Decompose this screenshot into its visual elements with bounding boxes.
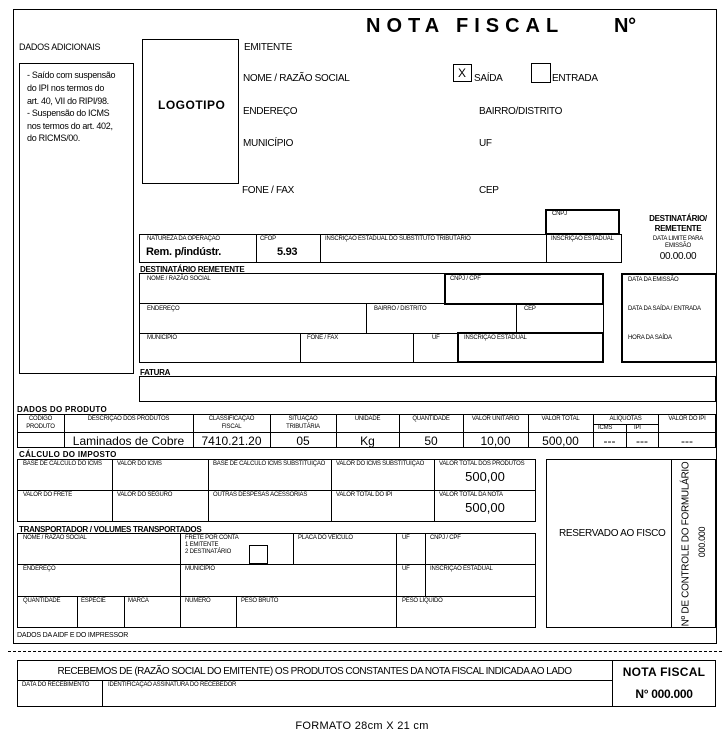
emitente-label: EMITENTE bbox=[244, 42, 293, 53]
base-icms-label: BASE DE CÁLCULO DO ICMS bbox=[23, 461, 102, 467]
fatura-label: FATURA bbox=[140, 368, 171, 377]
frete-por-conta-box[interactable] bbox=[249, 545, 268, 564]
saida-check-mark: X bbox=[458, 66, 466, 80]
col-icms: ICMS bbox=[598, 425, 613, 431]
transp-ie-label: INSCRIÇÃO ESTADUAL bbox=[430, 566, 493, 572]
transportador-box bbox=[17, 533, 536, 628]
emitente-fone-label: FONE / FAX bbox=[242, 185, 295, 196]
datas-box bbox=[621, 273, 717, 363]
dados-adicionais-line: - Saído com suspensão bbox=[27, 70, 116, 80]
row-valor-total: 500,00 bbox=[542, 434, 579, 448]
valor-subst-label: VALOR DO ICMS SUBSTITUIÇÃO bbox=[336, 461, 425, 467]
controle-formulario-value: 000.000 bbox=[697, 526, 707, 558]
col-situacao-2: TRIBUTÁRIA bbox=[286, 424, 320, 430]
produtos-label: DADOS DO PRODUTO bbox=[17, 405, 107, 414]
peso-bruto-label: PESO BRUTO bbox=[241, 598, 279, 604]
frete-emitente-label: 1 EMITENTE bbox=[185, 542, 219, 548]
fatura-box bbox=[139, 376, 716, 402]
dados-adicionais-line: do RICMS/00. bbox=[27, 133, 80, 143]
emitente-endereco-label: ENDEREÇO bbox=[243, 106, 298, 117]
emitente-uf-label: UF bbox=[479, 138, 492, 149]
outras-despesas-label: OUTRAS DESPESAS ACESSÓRIAS bbox=[213, 492, 308, 498]
cut-line bbox=[8, 651, 722, 652]
reservado-fisco: RESERVADO AO FISCO bbox=[559, 528, 666, 539]
natureza-value: Rem. p/indústr. bbox=[146, 246, 221, 258]
col-unidade: UNIDADE bbox=[354, 416, 381, 422]
dest-ie-label: INSCRIÇÃO ESTADUAL bbox=[464, 335, 527, 341]
col-situacao: SITUAÇÃO bbox=[288, 416, 318, 422]
transp-nome-label: NOME / RAZÃO SOCIAL bbox=[23, 535, 87, 541]
col-descricao: DESCRIÇÃO DOS PRODUTOS bbox=[87, 416, 170, 422]
imposto-label: CÁLCULO DO IMPOSTO bbox=[19, 450, 117, 459]
marca-label: MARCA bbox=[128, 598, 149, 604]
row-ipi: --- bbox=[636, 434, 648, 448]
transp-uf-label: UF bbox=[402, 535, 410, 541]
cnpj-emitente-label: CNPJ bbox=[552, 211, 567, 217]
col-aliquotas: ALÍQUOTAS bbox=[609, 416, 642, 422]
total-produtos-label: VALOR TOTAL DOS PRODUTOS bbox=[439, 461, 525, 467]
quantidade-label: QUANTIDADE bbox=[23, 598, 61, 604]
cfop-label: CFOP bbox=[260, 236, 276, 242]
row-descricao: Laminados de Cobre bbox=[72, 434, 185, 448]
col-classificacao-2: FISCAL bbox=[221, 424, 242, 430]
base-subst-label: BASE DE CÁLCULO ICMS SUBSTITUIÇÃO bbox=[213, 461, 326, 467]
formato-label: FORMATO 28cm X 21 cm bbox=[295, 720, 429, 732]
row-valor-ipi: --- bbox=[681, 434, 693, 448]
dest-rem-title-2: REMETENTE bbox=[654, 224, 702, 233]
col-valor-ipi: VALOR DO IPI bbox=[668, 416, 706, 422]
emitente-cep-label: CEP bbox=[479, 185, 499, 196]
frete-conta-label: FRETE POR CONTA bbox=[185, 535, 239, 541]
cfop-value: 5.93 bbox=[277, 246, 298, 258]
entrada-checkbox[interactable] bbox=[531, 63, 551, 83]
col-valor-unitario: VALOR UNITÁRIO bbox=[471, 416, 520, 422]
page-title: NOTA FISCAL bbox=[366, 15, 565, 37]
identificacao-label: IDENTIFICAÇÃO ASSINATURA DO RECEBEDOR bbox=[108, 682, 237, 688]
col-quantidade: QUANTIDADE bbox=[412, 416, 450, 422]
valor-icms-label: VALOR DO ICMS bbox=[117, 461, 162, 467]
recibo-nf-title: NOTA FISCAL bbox=[622, 665, 706, 679]
total-ipi-label: VALOR TOTAL DO IPI bbox=[336, 492, 393, 498]
natureza-label: NATUREZA DA OPERAÇÃO bbox=[147, 236, 220, 242]
data-limite-label: DATA LIMITE PARA bbox=[652, 236, 704, 242]
data-saida-label: DATA DA SAÍDA / ENTRADA bbox=[628, 306, 701, 312]
dest-municipio-label: MUNICÍPIO bbox=[147, 335, 177, 341]
data-recebimento-label: DATA DO RECEBIMENTO bbox=[22, 682, 90, 688]
dados-adicionais-line: art. 40, VII do RIPI/98. bbox=[27, 96, 109, 106]
destinatario-title: DESTINATÁRIO REMETENTE bbox=[140, 265, 245, 274]
dest-nome-label: NOME / RAZÃO SOCIAL bbox=[147, 276, 211, 282]
data-limite-value: 00.00.00 bbox=[659, 251, 697, 262]
col-valor-total: VALOR TOTAL bbox=[541, 416, 580, 422]
col-codigo-2: PRODUTO bbox=[26, 424, 55, 430]
row-valor-unitario: 10,00 bbox=[480, 434, 511, 448]
transp-endereco-label: ENDEREÇO bbox=[23, 566, 56, 572]
transp-municipio-label: MUNICÍPIO bbox=[185, 566, 215, 572]
dados-adicionais-line: - Suspensão do ICMS bbox=[27, 108, 110, 118]
dest-endereco-label: ENDEREÇO bbox=[147, 306, 180, 312]
logo-placeholder: LOGOTIPO bbox=[158, 98, 226, 112]
col-ipi: IPI bbox=[634, 425, 641, 431]
dados-adicionais-line: nos termos do art. 402, bbox=[27, 121, 113, 131]
controle-formulario-label: Nº DE CONTROLE DO FORMULÁRIO bbox=[680, 461, 692, 627]
dados-adicionais-line: do IPI nos termos do bbox=[27, 83, 105, 93]
row-situacao: 05 bbox=[296, 434, 310, 448]
entrada-label: ENTRADA bbox=[552, 73, 598, 84]
row-quantidade: 50 bbox=[424, 434, 438, 448]
saida-label: SAÍDA bbox=[474, 73, 503, 84]
row-icms: --- bbox=[603, 434, 616, 448]
dados-adicionais-label: DADOS ADICIONAIS bbox=[19, 42, 101, 52]
emitente-municipio-label: MUNICÍPIO bbox=[243, 138, 294, 149]
frete-destinatario-label: 2 DESTINATÁRIO bbox=[185, 549, 232, 555]
row-unidade: Kg bbox=[360, 434, 375, 448]
recibo-text: RECEBEMOS DE (RAZÃO SOCIAL DO EMITENTE) OS PRODUTOS CONSTANTES DA NOTA FISCAL INDICADA AO LADO bbox=[57, 666, 572, 677]
dest-fone-label: FONE / FAX bbox=[307, 335, 339, 341]
dest-bairro-label: BAIRRO / DISTRITO bbox=[374, 306, 427, 312]
seguro-label: VALOR DO SEGURO bbox=[117, 492, 173, 498]
peso-liquido-label: PESO LÍQUIDO bbox=[402, 598, 443, 604]
placa-label: PLACA DO VEÍCULO bbox=[298, 535, 353, 541]
dest-rem-title: DESTINATÁRIO/ bbox=[649, 214, 707, 223]
total-produtos-value: 500,00 bbox=[465, 469, 505, 484]
frete-label: VALOR DO FRETE bbox=[23, 492, 73, 498]
emitente-bairro-label: BAIRRO/DISTRITO bbox=[479, 106, 563, 117]
total-nota-label: VALOR TOTAL DA NOTA bbox=[439, 492, 503, 498]
emitente-nome-label: NOME / RAZÃO SOCIAL bbox=[243, 73, 350, 84]
recibo-nf-number: N° 000.000 bbox=[635, 687, 693, 701]
dest-cnpj-label: CNPJ / CPF bbox=[450, 276, 481, 282]
col-codigo: CÓDIGO bbox=[28, 416, 53, 422]
data-emissao-label: DATA DA EMISSÃO bbox=[628, 277, 679, 283]
row-classificacao: 7410.21.20 bbox=[201, 434, 262, 448]
emissao-label: EMISSÃO bbox=[665, 243, 691, 249]
numero-vol-label: NÚMERO bbox=[185, 598, 211, 604]
total-nota-value: 500,00 bbox=[465, 500, 505, 515]
transp-uf2-label: UF bbox=[402, 566, 410, 572]
ie-label: INSCRIÇÃO ESTADUAL bbox=[551, 236, 614, 242]
transp-cnpj-label: CNPJ / CPF bbox=[430, 535, 461, 541]
numero-label: N° bbox=[614, 15, 636, 37]
especie-label: ESPÉCIE bbox=[81, 598, 106, 604]
aidf-label: DADOS DA AIDF E DO IMPRESSOR bbox=[17, 632, 129, 639]
dest-cep-label: CEP bbox=[524, 306, 536, 312]
hora-saida-label: HORA DA SAÍDA bbox=[628, 335, 672, 341]
transportador-label: TRANSPORTADOR / VOLUMES TRANSPORTADOS bbox=[19, 525, 202, 534]
dest-uf-label: UF bbox=[432, 335, 440, 341]
col-classificacao: CLASSIFICAÇÃO bbox=[208, 416, 255, 422]
ie-subst-label: INSCRIÇÃO ESTADUAL DO SUBSTITUTO TRIBUTÁRIO bbox=[325, 236, 471, 242]
